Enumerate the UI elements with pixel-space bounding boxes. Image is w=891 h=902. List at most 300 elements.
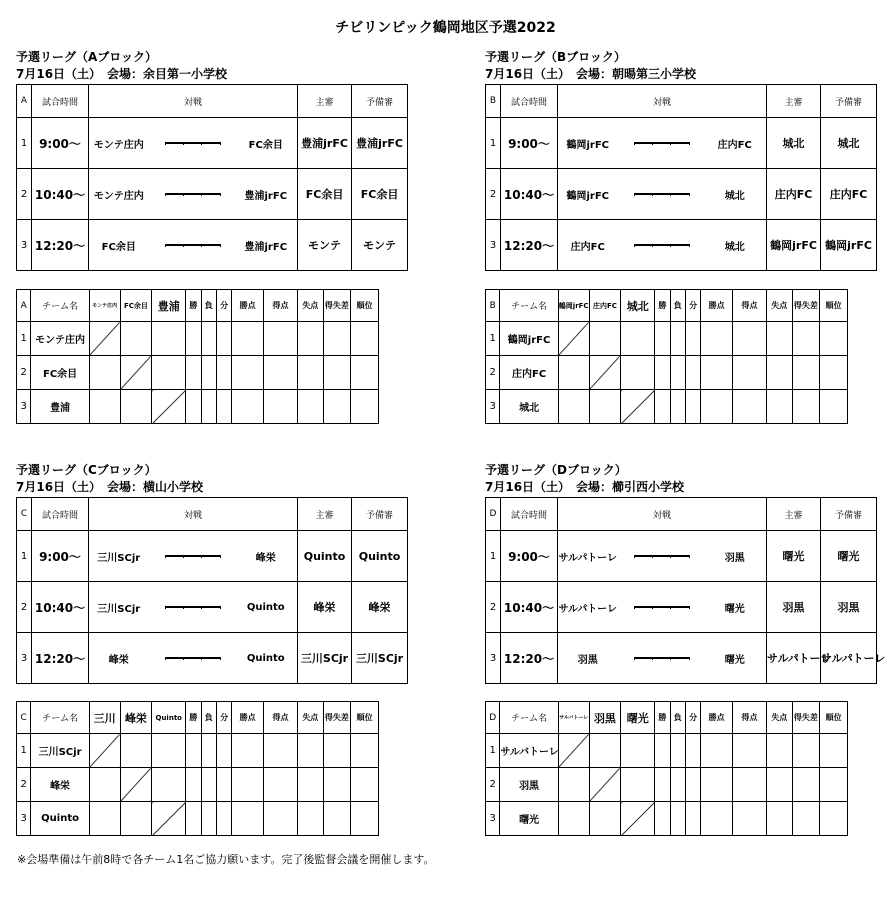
home-team: モンテ庄内	[89, 118, 149, 169]
stat-cell	[820, 322, 848, 356]
stat-cell	[655, 734, 670, 768]
stat-cell	[216, 802, 231, 836]
stat-cell	[264, 768, 298, 802]
goals-against-header: 失点	[766, 702, 792, 734]
stat-cell	[766, 734, 792, 768]
team-number: 1	[17, 322, 31, 356]
team-number: 2	[486, 768, 500, 802]
referee: 庄内FC	[767, 169, 821, 220]
stat-cell	[201, 768, 216, 802]
reserve-referee: 羽黒	[821, 582, 877, 633]
stat-cell	[685, 390, 700, 424]
stat-cell	[733, 322, 767, 356]
team-name-header: チーム名	[500, 702, 558, 734]
match-time: 9:00～	[501, 118, 558, 169]
result-cell	[621, 734, 655, 768]
stat-cell	[297, 734, 323, 768]
team-number: 2	[17, 768, 31, 802]
stat-cell	[297, 356, 323, 390]
stat-cell	[323, 802, 351, 836]
result-cell	[621, 356, 655, 390]
reserve-referee-header: 予備審	[352, 85, 408, 118]
diagonal-cell	[89, 322, 120, 356]
stat-cell	[264, 390, 298, 424]
stat-cell	[216, 768, 231, 802]
goal-diff-header: 得失差	[792, 702, 820, 734]
score-grid	[634, 657, 690, 660]
team-name: 鶴岡jrFC	[500, 322, 558, 356]
referee: 城北	[767, 118, 821, 169]
stat-cell	[201, 390, 216, 424]
reserve-referee-header: 予備審	[352, 498, 408, 531]
score-box	[149, 220, 235, 271]
standings-row	[486, 768, 848, 802]
referee: 豊浦jrFC	[298, 118, 352, 169]
block-d-standings-table	[485, 701, 848, 836]
diagonal-cell	[558, 734, 589, 768]
stat-cell	[733, 802, 767, 836]
match-number: 3	[17, 633, 32, 684]
referee: サルパトーレ	[767, 633, 821, 684]
stat-cell	[820, 356, 848, 390]
match-number: 1	[486, 531, 501, 582]
stat-cell	[792, 734, 820, 768]
score-grid	[634, 193, 690, 196]
result-cell	[120, 322, 152, 356]
match-number: 1	[17, 118, 32, 169]
block-b-label: B	[486, 290, 500, 322]
block-b-match-table	[485, 84, 877, 271]
match-row	[17, 220, 408, 271]
away-team: 城北	[704, 220, 767, 271]
home-team: FC余目	[89, 220, 149, 271]
team-number: 2	[17, 356, 31, 390]
block-a-label: A	[17, 85, 32, 118]
standings-row	[486, 356, 848, 390]
match-number: 2	[17, 169, 32, 220]
block-b-league-title: 予選リーグ（Bブロック）	[485, 50, 626, 64]
match-time: 12:20～	[501, 220, 558, 271]
match-time: 12:20～	[32, 633, 89, 684]
home-team: サルパトーレ	[558, 531, 618, 582]
team-name-header: チーム名	[31, 702, 89, 734]
stat-cell	[216, 734, 231, 768]
stat-cell	[351, 802, 379, 836]
result-cell	[558, 802, 589, 836]
goal-diff-header: 得失差	[323, 702, 351, 734]
home-team: 鶴岡jrFC	[558, 169, 618, 220]
match-time-header: 試合時間	[32, 498, 89, 531]
score-grid	[634, 555, 690, 558]
block-c-match-table	[16, 497, 408, 684]
opponent-column-header: FC余目	[120, 290, 152, 322]
score-grid	[165, 193, 221, 196]
stat-cell	[792, 356, 820, 390]
team-name: FC余目	[31, 356, 89, 390]
stat-cell	[733, 734, 767, 768]
block-d-league-title: 予選リーグ（Dブロック）	[485, 463, 627, 477]
opponent-column-header: 豊浦	[152, 290, 186, 322]
diagonal-cell	[558, 322, 589, 356]
home-team: 鶴岡jrFC	[558, 118, 618, 169]
stat-cell	[232, 356, 264, 390]
match-row	[17, 531, 408, 582]
stat-cell	[685, 768, 700, 802]
score-box	[618, 169, 704, 220]
stat-cell	[701, 734, 733, 768]
stat-cell	[232, 734, 264, 768]
match-row	[17, 169, 408, 220]
team-name-header: チーム名	[500, 290, 558, 322]
result-cell	[589, 802, 621, 836]
goals-against-header: 失点	[297, 702, 323, 734]
stat-cell	[323, 322, 351, 356]
result-cell	[589, 390, 621, 424]
match-number: 3	[486, 220, 501, 271]
match-time-header: 試合時間	[501, 85, 558, 118]
referee: 羽黒	[767, 582, 821, 633]
opponent-column-header: 三川	[89, 702, 120, 734]
opponent-column-header: Quinto	[152, 702, 186, 734]
match-number: 1	[486, 118, 501, 169]
home-team: 庄内FC	[558, 220, 618, 271]
score-box	[149, 118, 235, 169]
result-cell	[621, 322, 655, 356]
match-row	[486, 633, 877, 684]
referee-header: 主審	[767, 85, 821, 118]
goals-for-header: 得点	[733, 702, 767, 734]
away-team: Quinto	[235, 582, 298, 633]
result-cell	[89, 768, 120, 802]
stat-cell	[323, 734, 351, 768]
score-grid	[165, 657, 221, 660]
stat-cell	[792, 768, 820, 802]
stat-cell	[766, 768, 792, 802]
loss-header: 負	[201, 702, 216, 734]
diagonal-cell	[152, 390, 186, 424]
reserve-referee: 鶴岡jrFC	[821, 220, 877, 271]
stat-cell	[201, 356, 216, 390]
match-time: 9:00～	[501, 531, 558, 582]
home-team: 三川SCjr	[89, 582, 149, 633]
stat-cell	[655, 768, 670, 802]
goal-diff-header: 得失差	[792, 290, 820, 322]
referee-header: 主審	[767, 498, 821, 531]
match-time: 10:40～	[32, 169, 89, 220]
stat-cell	[792, 390, 820, 424]
team-name: 曙光	[500, 802, 558, 836]
stat-cell	[351, 356, 379, 390]
diagonal-cell	[120, 768, 152, 802]
goals-for-header: 得点	[264, 702, 298, 734]
stat-cell	[670, 768, 685, 802]
referee: 峰栄	[298, 582, 352, 633]
score-grid	[165, 555, 221, 558]
team-name: 峰栄	[31, 768, 89, 802]
match-row	[17, 118, 408, 169]
referee: 鶴岡jrFC	[767, 220, 821, 271]
block-b-date-venue: 7月16日（土） 会場：朝暘第三小学校	[485, 67, 697, 81]
stat-cell	[701, 322, 733, 356]
match-time: 10:40～	[501, 169, 558, 220]
score-grid	[165, 606, 221, 609]
stat-cell	[792, 322, 820, 356]
result-cell	[120, 390, 152, 424]
stat-cell	[297, 768, 323, 802]
stat-cell	[216, 390, 231, 424]
points-header: 勝点	[701, 290, 733, 322]
result-cell	[589, 734, 621, 768]
standings-row	[486, 802, 848, 836]
score-grid	[165, 244, 221, 247]
stat-cell	[670, 322, 685, 356]
referee: 曙光	[767, 531, 821, 582]
reserve-referee: 曙光	[821, 531, 877, 582]
away-team: 曙光	[704, 582, 767, 633]
goals-for-header: 得点	[733, 290, 767, 322]
away-team: 峰栄	[235, 531, 298, 582]
draw-header: 分	[216, 702, 231, 734]
stat-cell	[766, 390, 792, 424]
result-cell	[558, 356, 589, 390]
match-time-header: 試合時間	[501, 498, 558, 531]
referee: 三川SCjr	[298, 633, 352, 684]
match-row	[486, 220, 877, 271]
stat-cell	[351, 734, 379, 768]
match-time: 12:20～	[32, 220, 89, 271]
score-box	[149, 633, 235, 684]
standings-row	[17, 734, 379, 768]
stat-cell	[733, 356, 767, 390]
rank-header: 順位	[820, 702, 848, 734]
match-time-header: 試合時間	[32, 85, 89, 118]
block-a-standings-table	[16, 289, 379, 424]
result-cell	[558, 768, 589, 802]
home-team: 峰栄	[89, 633, 149, 684]
team-name-header: チーム名	[31, 290, 89, 322]
team-number: 1	[17, 734, 31, 768]
standings-row	[17, 322, 379, 356]
stat-cell	[685, 356, 700, 390]
team-name: 庄内FC	[500, 356, 558, 390]
match-time: 9:00～	[32, 118, 89, 169]
stat-cell	[264, 356, 298, 390]
reserve-referee-header: 予備審	[821, 498, 877, 531]
reserve-referee: 峰栄	[352, 582, 408, 633]
score-box	[618, 220, 704, 271]
vs-header: 対戦	[558, 85, 767, 118]
match-number: 1	[17, 531, 32, 582]
stat-cell	[264, 322, 298, 356]
score-grid	[634, 606, 690, 609]
home-team: モンテ庄内	[89, 169, 149, 220]
result-cell	[152, 356, 186, 390]
standings-row	[486, 322, 848, 356]
match-row	[17, 582, 408, 633]
team-name: サルバトーレ	[500, 734, 558, 768]
reserve-referee: サルパトーレ	[821, 633, 877, 684]
block-c-label: C	[17, 702, 31, 734]
result-cell	[621, 768, 655, 802]
diagonal-cell	[120, 356, 152, 390]
vs-header: 対戦	[89, 498, 298, 531]
score-box	[618, 531, 704, 582]
away-team: 豊浦jrFC	[235, 169, 298, 220]
match-row	[486, 531, 877, 582]
away-team: 城北	[704, 169, 767, 220]
diagonal-cell	[589, 356, 621, 390]
stat-cell	[216, 356, 231, 390]
result-cell	[152, 734, 186, 768]
stat-cell	[655, 390, 670, 424]
stat-cell	[323, 356, 351, 390]
stat-cell	[733, 390, 767, 424]
stat-cell	[351, 322, 379, 356]
score-box	[149, 582, 235, 633]
match-number: 3	[17, 220, 32, 271]
block-d-date-venue: 7月16日（土） 会場：櫛引西小学校	[485, 480, 685, 494]
diagonal-cell	[589, 768, 621, 802]
stat-cell	[701, 390, 733, 424]
stat-cell	[297, 390, 323, 424]
match-row	[17, 633, 408, 684]
result-cell	[89, 356, 120, 390]
block-c-label: C	[17, 498, 32, 531]
team-name: 城北	[500, 390, 558, 424]
reserve-referee-header: 予備審	[821, 85, 877, 118]
stat-cell	[264, 802, 298, 836]
away-team: 羽黒	[704, 531, 767, 582]
stat-cell	[685, 322, 700, 356]
stat-cell	[820, 390, 848, 424]
block-a-match-table	[16, 84, 408, 271]
match-time: 9:00～	[32, 531, 89, 582]
block-a-league-title: 予選リーグ（Aブロック）	[16, 50, 158, 64]
reserve-referee: FC余目	[352, 169, 408, 220]
diagonal-cell	[621, 802, 655, 836]
match-time: 10:40～	[32, 582, 89, 633]
reserve-referee: Quinto	[352, 531, 408, 582]
draw-header: 分	[685, 290, 700, 322]
standings-row	[486, 390, 848, 424]
stat-cell	[351, 768, 379, 802]
stat-cell	[655, 802, 670, 836]
stat-cell	[186, 322, 201, 356]
stat-cell	[792, 802, 820, 836]
reserve-referee: 城北	[821, 118, 877, 169]
stat-cell	[186, 390, 201, 424]
standings-row	[17, 356, 379, 390]
stat-cell	[297, 322, 323, 356]
referee-header: 主審	[298, 498, 352, 531]
score-grid	[165, 142, 221, 145]
stat-cell	[766, 322, 792, 356]
referee: モンテ	[298, 220, 352, 271]
referee: Quinto	[298, 531, 352, 582]
stat-cell	[670, 390, 685, 424]
match-time: 12:20～	[501, 633, 558, 684]
rank-header: 順位	[351, 702, 379, 734]
team-name: 三川SCjr	[31, 734, 89, 768]
block-a-date-venue: 7月16日（土） 会場：余目第一小学校	[16, 67, 228, 81]
block-a-label: A	[17, 290, 31, 322]
score-grid	[634, 244, 690, 247]
away-team: 庄内FC	[704, 118, 767, 169]
standings-row	[17, 390, 379, 424]
win-header: 勝	[655, 702, 670, 734]
stat-cell	[820, 802, 848, 836]
diagonal-cell	[89, 734, 120, 768]
page-title: チビリンピック鶴岡地区予選2022	[335, 20, 556, 36]
stat-cell	[766, 802, 792, 836]
away-team: 曙光	[704, 633, 767, 684]
vs-header: 対戦	[89, 85, 298, 118]
diagonal-cell	[152, 802, 186, 836]
match-number: 2	[486, 169, 501, 220]
stat-cell	[766, 356, 792, 390]
team-number: 2	[486, 356, 500, 390]
team-name: Quinto	[31, 802, 89, 836]
result-cell	[89, 802, 120, 836]
stat-cell	[201, 802, 216, 836]
score-box	[618, 582, 704, 633]
standings-row	[486, 734, 848, 768]
opponent-column-header: 峰栄	[120, 702, 152, 734]
stat-cell	[820, 768, 848, 802]
match-time: 10:40～	[501, 582, 558, 633]
score-box	[149, 169, 235, 220]
block-d-match-table	[485, 497, 886, 684]
win-header: 勝	[655, 290, 670, 322]
opponent-column-header: 曙光	[621, 702, 655, 734]
referee-header: 主審	[298, 85, 352, 118]
stat-cell	[685, 802, 700, 836]
score-box	[618, 633, 704, 684]
opponent-column-header: 鶴岡jrFC	[558, 290, 589, 322]
result-cell	[152, 768, 186, 802]
home-team: 羽黒	[558, 633, 618, 684]
points-header: 勝点	[701, 702, 733, 734]
score-box	[618, 118, 704, 169]
result-cell	[120, 802, 152, 836]
match-number: 3	[486, 633, 501, 684]
reserve-referee: 庄内FC	[821, 169, 877, 220]
stat-cell	[670, 734, 685, 768]
points-header: 勝点	[232, 702, 264, 734]
opponent-column-header: モンテ庄内	[89, 290, 120, 322]
stat-cell	[201, 322, 216, 356]
team-name: 羽黒	[500, 768, 558, 802]
loss-header: 負	[670, 702, 685, 734]
stat-cell	[216, 322, 231, 356]
standings-row	[17, 802, 379, 836]
diagonal-cell	[621, 390, 655, 424]
team-number: 3	[486, 802, 500, 836]
draw-header: 分	[216, 290, 231, 322]
loss-header: 負	[201, 290, 216, 322]
goals-against-header: 失点	[297, 290, 323, 322]
reserve-referee: モンテ	[352, 220, 408, 271]
opponent-column-header: 羽黒	[589, 702, 621, 734]
stat-cell	[232, 802, 264, 836]
stat-cell	[733, 768, 767, 802]
opponent-column-header: サルバトーレ	[558, 702, 589, 734]
block-c-standings-table	[16, 701, 379, 836]
stat-cell	[323, 390, 351, 424]
goals-against-header: 失点	[766, 290, 792, 322]
block-b-standings-table	[485, 289, 848, 424]
match-number: 2	[17, 582, 32, 633]
